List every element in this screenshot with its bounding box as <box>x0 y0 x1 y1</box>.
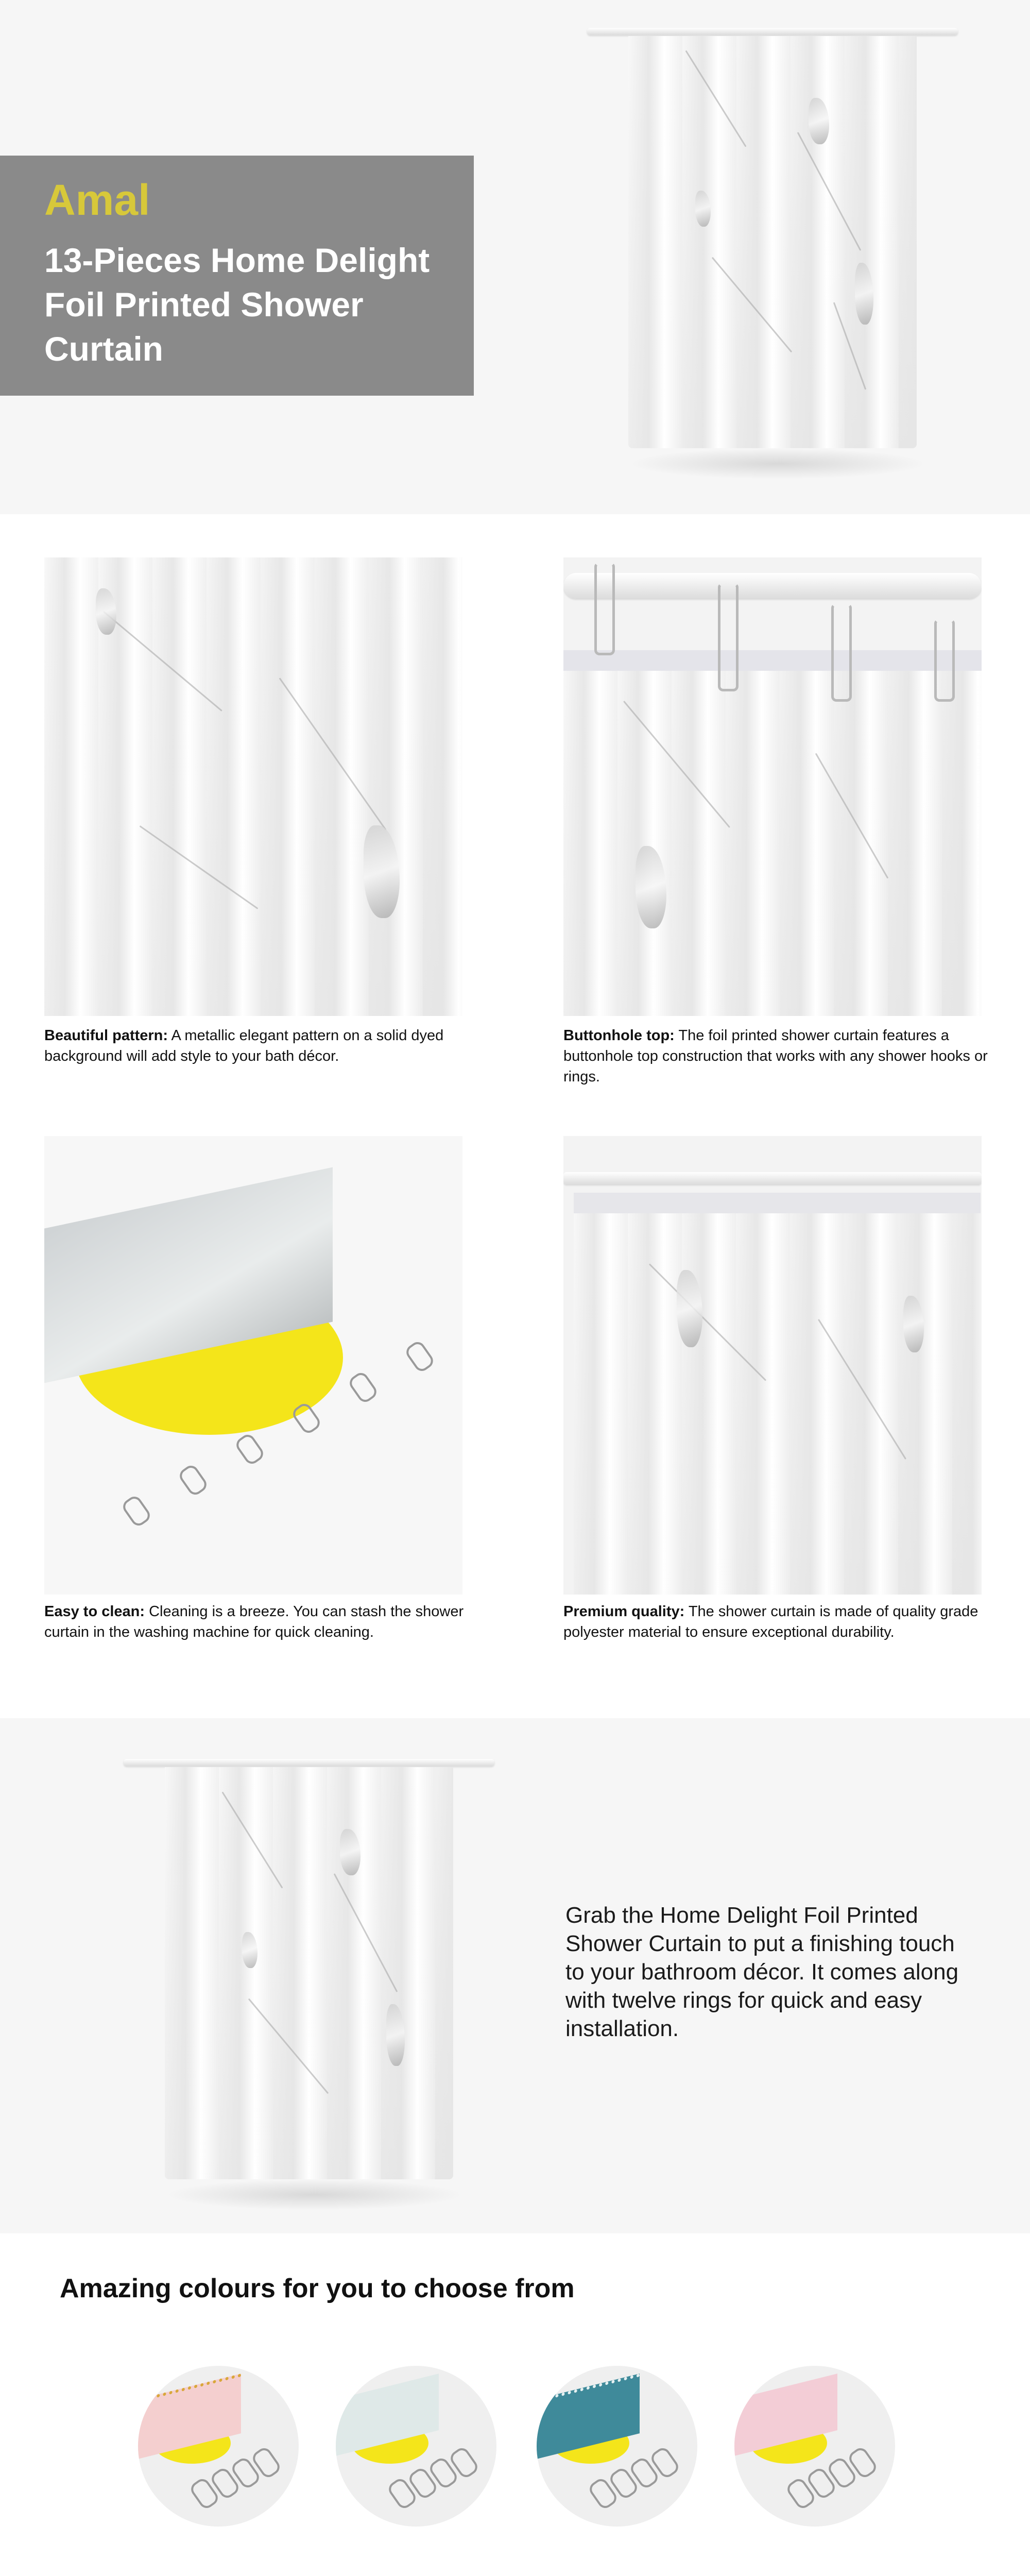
feature-title: Buttonhole top: <box>563 1027 675 1044</box>
description-curtain-image <box>124 1752 505 2226</box>
feature-caption-easy-clean <box>44 1601 472 1642</box>
feature-caption-pattern <box>44 1025 472 1066</box>
curtain-rod <box>563 573 982 599</box>
feature-title: Premium quality: <box>563 1603 685 1620</box>
curtain <box>165 1767 453 2179</box>
feature-body: Cleaning is a breeze. You can stash the shower curtain in the washing machine for quick cleaning. <box>44 1603 464 1640</box>
feature-title: Easy to clean: <box>44 1603 145 1620</box>
feature-photo-pattern <box>44 557 462 1016</box>
curtain <box>628 36 917 448</box>
feature-caption-buttonhole <box>563 1025 991 1087</box>
feature-body: The foil printed shower curtain features a buttonhole top construction that works with any shower hooks or rings. <box>563 1027 988 1085</box>
curtain-shadow <box>628 448 927 479</box>
feature-body: A metallic elegant pattern on a solid dyed background will add style to your bath décor. <box>44 1027 444 1064</box>
product-description: Grab the Home Delight Foil Printed Shower Curtain to put a finishing touch to your bathroom décor. It comes along with twelve rings for quick and easy installation. <box>565 1903 959 2041</box>
curtain-shadow <box>165 2179 464 2210</box>
feature-photo-easy-clean <box>44 1136 462 1595</box>
brand-name: Amal <box>44 176 150 224</box>
curtain-panel <box>574 1193 981 1595</box>
colour-swatch-plain-pink[interactable] <box>734 2366 895 2527</box>
colour-swatch-grey-marble[interactable] <box>336 2366 496 2527</box>
curtain-top <box>563 650 982 1016</box>
colours-heading: Amazing colours for you to choose from <box>60 2274 575 2303</box>
curtain-rod <box>563 1172 982 1184</box>
product-title: 13-Pieces Home Delight Foil Printed Shower Curtain <box>44 241 430 368</box>
curtain-closeup <box>44 557 462 1016</box>
hero-curtain-image <box>587 21 968 495</box>
colour-swatch-gold-lattice[interactable] <box>138 2366 299 2527</box>
feature-photo-premium <box>563 1136 982 1595</box>
feature-title: Beautiful pattern: <box>44 1027 168 1044</box>
curtain-rod <box>587 28 958 35</box>
feature-caption-premium <box>563 1601 991 1642</box>
feature-photo-buttonhole <box>563 557 982 1016</box>
colour-swatch-teal-lattice[interactable] <box>537 2366 697 2527</box>
feature-body: The shower curtain is made of quality grade polyester material to ensure exceptional durability. <box>563 1603 978 1640</box>
curtain-rod <box>124 1759 494 1766</box>
